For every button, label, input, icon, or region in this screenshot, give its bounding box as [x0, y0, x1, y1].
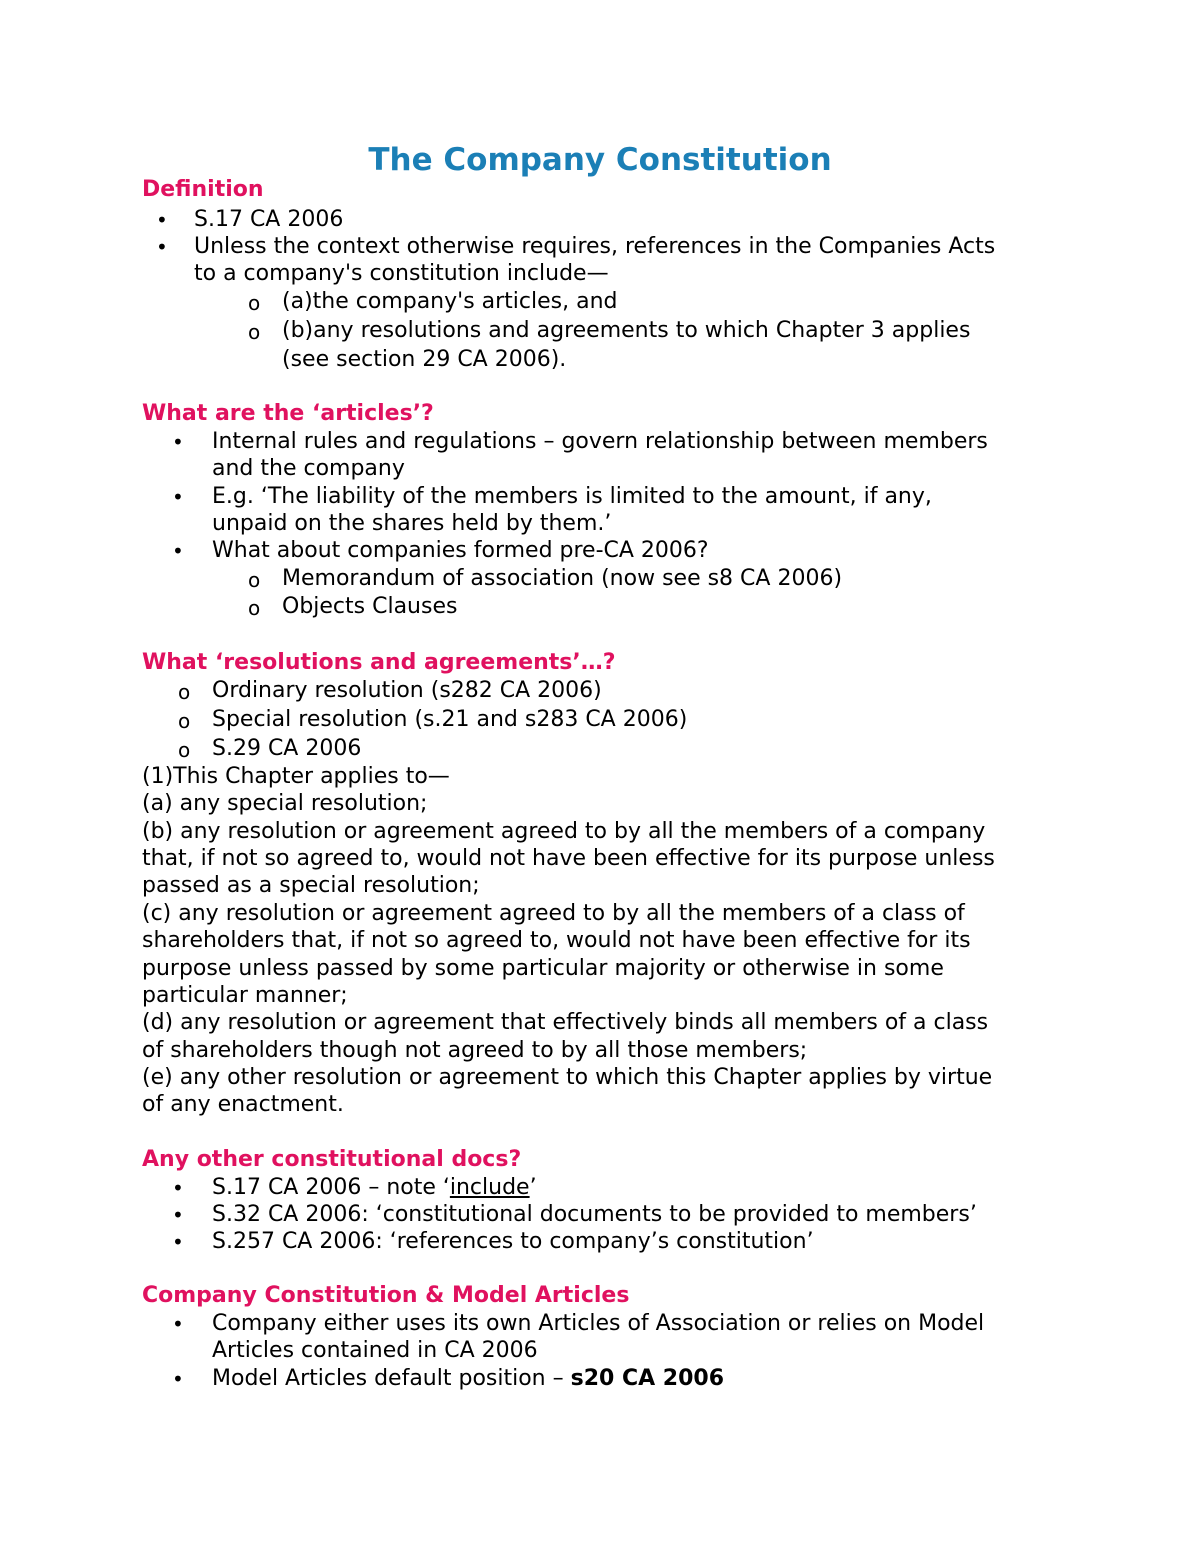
bullet-icon: • [172, 1367, 184, 1391]
body-text: shareholders that, if not so agreed to, would not have been effective for its [142, 928, 971, 953]
section-heading-model-articles: Company Constitution & Model Articles [142, 1283, 630, 1308]
list-item-continuation: Articles contained in CA 2006 [212, 1338, 538, 1363]
bullet-icon: • [156, 208, 168, 232]
bullet-icon: • [172, 1203, 184, 1227]
list-item-continuation: and the company [212, 456, 405, 481]
list-item [212, 1174, 537, 1202]
sub-list-item: (b)any resolutions and agreements to which Chapter 3 applies [282, 318, 971, 343]
bullet-icon: • [172, 1176, 184, 1200]
body-text: of shareholders though not agreed to by all those members; [142, 1038, 808, 1063]
list-item: Unless the context otherwise requires, references in the Companies Acts [194, 234, 996, 259]
body-text: (e) any other resolution or agreement to which this Chapter applies by virtue [142, 1065, 993, 1090]
body-text: (1)This Chapter applies to— [142, 764, 450, 789]
list-item: S.32 CA 2006: ‘constitutional documents to be provided to members’ [212, 1202, 977, 1227]
bullet-icon: • [172, 1312, 184, 1336]
sub-bullet-icon: o [248, 320, 261, 344]
bullet-icon: • [156, 235, 168, 259]
list-item: E.g. ‘The liability of the members is limited to the amount, if any, [212, 484, 932, 509]
sub-list-item: Memorandum of association (now see s8 CA 2006) [282, 566, 843, 591]
sub-list-item: Special resolution (s.21 and s283 CA 2006) [212, 707, 688, 732]
bullet-icon: • [172, 1230, 184, 1254]
sub-bullet-icon: o [248, 291, 261, 315]
sub-bullet-icon: o [178, 709, 191, 733]
body-text: (c) any resolution or agreement agreed to by all the members of a class of [142, 901, 965, 926]
body-text: (d) any resolution or agreement that effectively binds all members of a class [142, 1010, 989, 1035]
list-item-text: S.17 CA 2006 – note ‘ [212, 1175, 450, 1200]
bullet-icon: • [172, 485, 184, 509]
sub-list-item: Objects Clauses [282, 594, 458, 619]
section-heading-definition: Definition [142, 177, 264, 202]
body-text: purpose unless passed by some particular majority or otherwise in some [142, 956, 944, 981]
body-text: (b) any resolution or agreement agreed to by all the members of a company [142, 819, 986, 844]
sub-bullet-icon: o [178, 738, 191, 762]
list-item-continuation: to a company's constitution include— [194, 261, 609, 286]
list-item: Company either uses its own Articles of Association or relies on Model [212, 1311, 985, 1336]
list-item-text: Model Articles default position – [212, 1366, 571, 1391]
list-item: S.257 CA 2006: ‘references to company’s constitution’ [212, 1229, 814, 1254]
section-heading-resolutions: What ‘resolutions and agreements’…? [142, 650, 616, 675]
list-item [212, 1365, 724, 1393]
body-text: of any enactment. [142, 1092, 344, 1117]
page-title: The Company Constitution [368, 142, 832, 178]
body-text: that, if not so agreed to, would not have been effective for its purpose unless [142, 846, 995, 871]
bullet-icon: • [172, 539, 184, 563]
sub-bullet-icon: o [178, 680, 191, 704]
list-item: Internal rules and regulations – govern relationship between members [212, 429, 988, 454]
sub-list-item: S.29 CA 2006 [212, 736, 362, 761]
sub-bullet-icon: o [248, 568, 261, 592]
sub-list-item: (a)the company's articles, and [282, 289, 618, 314]
section-heading-other-docs: Any other constitutional docs? [142, 1147, 522, 1172]
section-heading-articles: What are the ‘articles’? [142, 401, 434, 426]
list-item-continuation: unpaid on the shares held by them.’ [212, 511, 612, 536]
underlined-text: include [449, 1175, 530, 1200]
list-item: What about companies formed pre-CA 2006? [212, 538, 709, 563]
sub-list-item-continuation: (see section 29 CA 2006). [282, 347, 567, 372]
sub-list-item: Ordinary resolution (s282 CA 2006) [212, 678, 602, 703]
body-text: (a) any special resolution; [142, 791, 428, 816]
bullet-icon: • [172, 430, 184, 454]
list-item-text: ’ [529, 1175, 537, 1200]
bold-text: s20 CA 2006 [570, 1366, 725, 1391]
sub-bullet-icon: o [248, 596, 261, 620]
list-item: S.17 CA 2006 [194, 207, 344, 232]
body-text: particular manner; [142, 983, 348, 1008]
body-text: passed as a special resolution; [142, 873, 480, 898]
